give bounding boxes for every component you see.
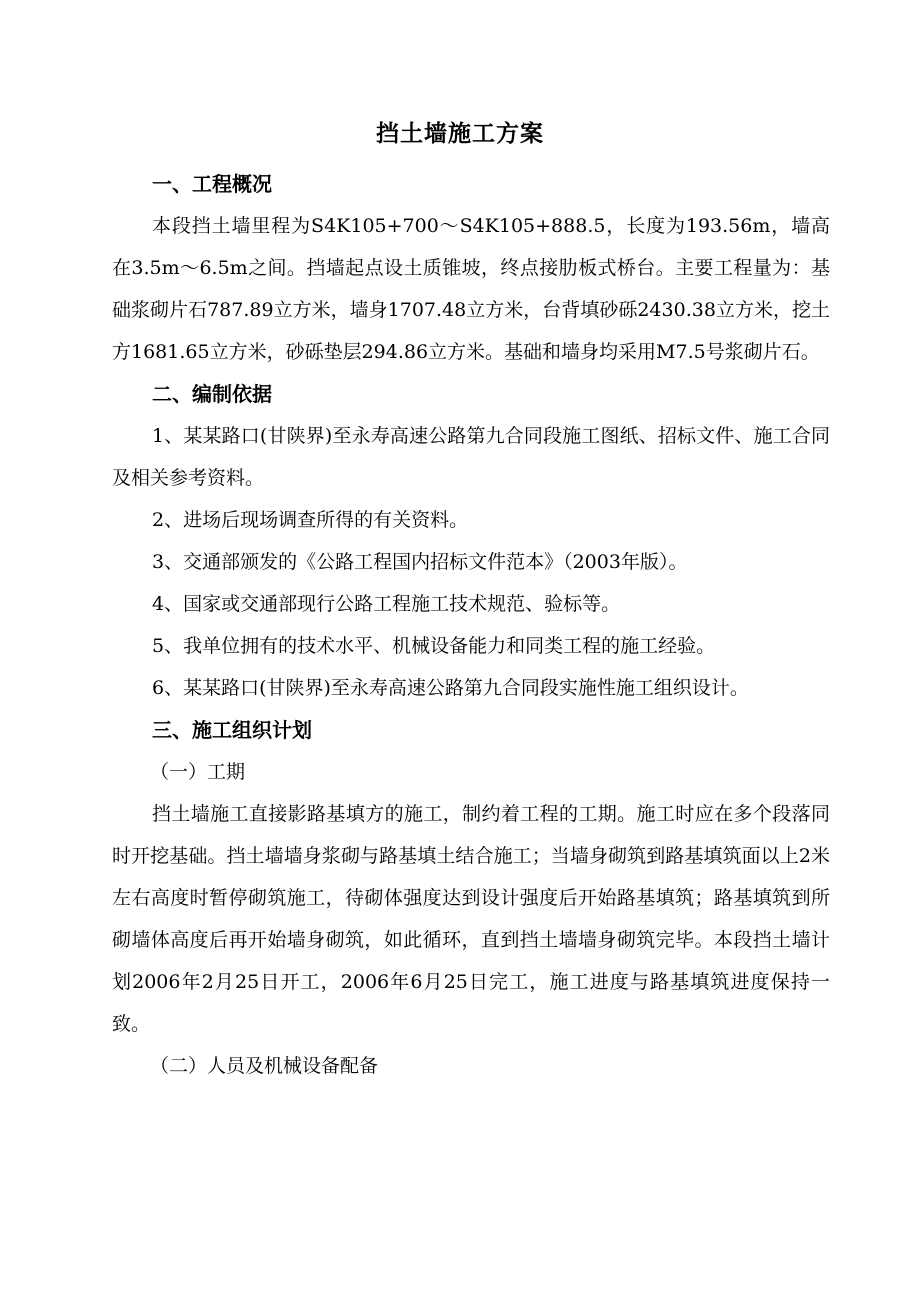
document-title: 挡土墙施工方案 [376,120,544,147]
basis-item-3: 3、交通部颁发的《公路工程国内招标文件范本》（2003年版）。 [152,551,688,573]
section-heading-basis: 二、编制依据 [152,382,272,406]
basis-item-2: 2、进场后现场调查所得的有关资料。 [152,509,469,531]
schedule-paragraph: 挡土墙施工直接影路基填方的施工，制约着工程的工期。施工时应在多个段落同时开挖基础。挡土墙墙身浆砌与路基填土结合施工；当墙身砌筑到路基填筑面以上2米左右高度时暂停砌筑施工，待砌体强度达到设计强度后开始路基填筑；路基填筑到所砌墙体高度后再开始墙身砌筑，如此循环，直到挡土墙墙身砌筑完毕。本段挡土墙计划2006年2月25日开工，2006年6月25日完工，施工进度与路基填筑进度保持一致。 [112,803,830,1035]
basis-item-1: 1、某某路口(甘陕界)至永寿高速公路第九合同段施工图纸、招标文件、施工合同及相关参考资料。 [112,425,830,489]
section-heading-plan: 三、施工组织计划 [152,718,312,742]
subheading-staffing-equipment: （二）人员及机械设备配备 [150,1055,379,1077]
basis-item-4: 4、国家或交通部现行公路工程施工技术规范、验标等。 [152,593,621,615]
overview-paragraph: 本段挡土墙里程为S4K105+700～S4K105+888.5，长度为193.56m，墙高在3.5m～6.5m之间。挡墙起点设土质锥坡，终点接肋板式桥台。主要工程量为：基础浆砌片石787.89立方米，墙身1707.48立方米，台背填砂砾2430.38立方米，挖土方1681.65立方米，砂砾垫层294.86立方米。基础和墙身均采用M7.5号浆砌片石。 [112,215,830,363]
section-heading-overview: 一、工程概况 [152,172,272,196]
basis-item-6: 6、某某路口(甘陕界)至永寿高速公路第九合同段实施性施工组织设计。 [152,677,749,699]
basis-item-5: 5、我单位拥有的技术水平、机械设备能力和同类工程的施工经验。 [152,635,716,657]
subheading-schedule: （一）工期 [150,761,246,783]
document-body [112,163,830,1087]
